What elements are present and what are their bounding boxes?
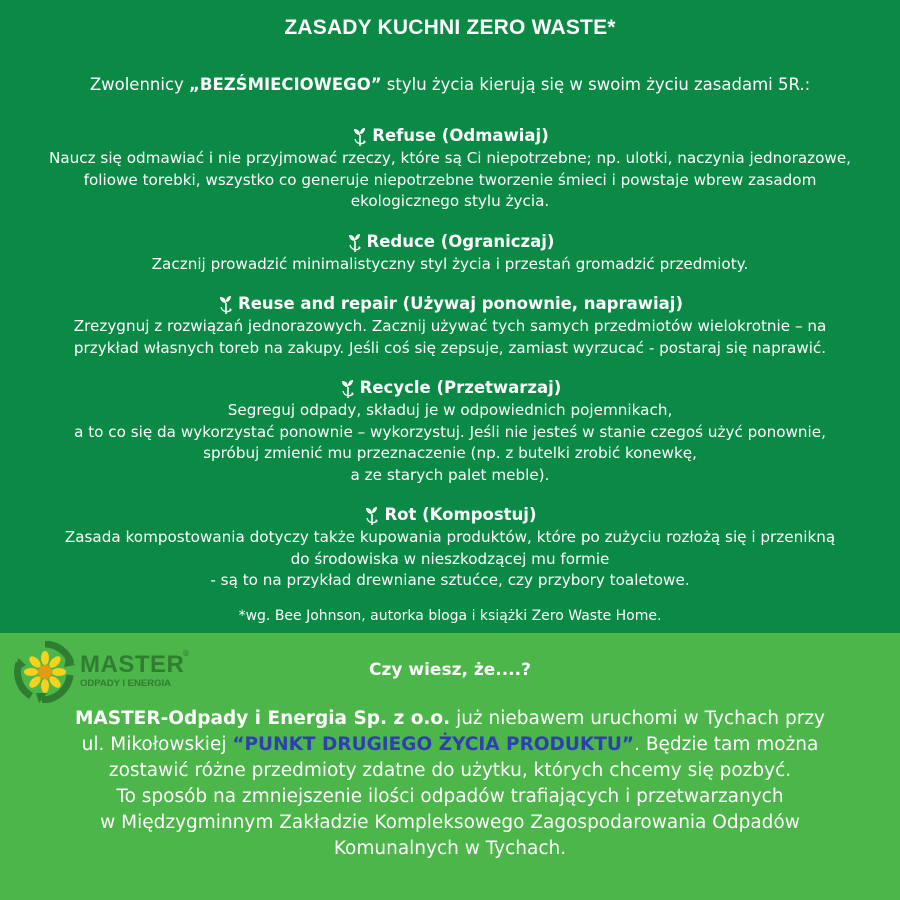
info-part: ul. Mikołowskiej [81, 734, 233, 755]
rule-description [10, 316, 890, 359]
sprout-recycle-icon [339, 377, 357, 399]
rule-heading [10, 376, 890, 400]
rule-description [10, 254, 890, 276]
logo-name: MASTER [80, 651, 185, 678]
rule-heading-text: Recycle (Przetwarzaj) [359, 378, 562, 397]
rule-description [10, 527, 890, 592]
sprout-recycle-icon [351, 125, 369, 147]
rule-reuse [10, 292, 890, 359]
rule-heading-text: Refuse (Odmawiaj) [372, 126, 549, 145]
rule-line: foliowe torebki, wszystko co generuje niepotrzebne tworzenie śmieci i powstaje wbrew zasadom [83, 170, 817, 189]
info-part: już niebawem uruchomi w Tychach przy [450, 708, 825, 729]
intro-bold: „BEZŚMIECIOWEGO” [189, 75, 382, 94]
rule-heading [10, 124, 890, 148]
rule-line: Zasada kompostowania dotyczy także kupowania produktów, które po zużyciu rozłożą się i przenikną [64, 528, 836, 546]
intro-text [0, 75, 900, 94]
rule-rot [10, 503, 890, 592]
did-you-know-heading: Czy wiesz, że....? [369, 660, 531, 680]
rule-heading [10, 230, 890, 254]
rule-description [10, 148, 890, 213]
info-line: To sposób na zmniejszenie ilości odpadów trafiających i przetwarzanych [116, 786, 784, 807]
rule-line: Segreguj odpady, składuj je w odpowiednich pojemnikach, [227, 401, 673, 419]
info-line [20, 732, 880, 758]
rule-line: Naucz się odmawiać i nie przyjmować rzeczy, które są Ci niepotrzebne; np. ulotki, naczynia jednorazowe, [48, 149, 851, 167]
rule-line: przykład własnych toreb na zakupy. Jeśli coś się zepsuje, zamiast wyrzucać - postaraj się naprawić. [73, 338, 827, 357]
page-title: ZASADY KUCHNI ZERO WASTE* [284, 16, 616, 39]
rule-refuse [10, 124, 890, 213]
rule-line: Zacznij prowadzić minimalistyczny styl życia i przestań gromadzić przedmioty. [151, 255, 749, 273]
registered-mark: ® [182, 649, 190, 658]
rule-heading [10, 503, 890, 527]
intro-before: Zwolennicy [89, 75, 190, 94]
info-line: Komunalnych w Tychach. [333, 838, 567, 859]
rule-heading-text: Rot (Kompostuj) [384, 505, 537, 524]
rule-line: - są to na przykład drewniane sztućce, czy przybory toaletowe. [210, 571, 690, 589]
intro-after: stylu życia kierują się w swoim życiu zasadami 5R.: [381, 75, 811, 94]
sprout-recycle-icon [217, 293, 235, 315]
info-line: w Międzygminnym Zakładzie Kompleksowego Zagospodarowania Odpadów [100, 812, 800, 833]
sprout-recycle-icon [346, 231, 364, 253]
rule-reduce [10, 230, 890, 276]
rule-heading [10, 292, 890, 316]
info-part: . Będzie tam można [634, 734, 819, 755]
rule-description [10, 400, 890, 486]
rule-heading-text: Reuse and repair (Używaj ponownie, naprawiaj) [238, 294, 683, 313]
rule-line: a ze starych palet meble). [350, 465, 550, 484]
sprout-recycle-icon [363, 504, 381, 526]
rule-heading-text: Reduce (Ograniczaj) [366, 232, 555, 251]
logo-subtitle: ODPADY I ENERGIA [80, 678, 171, 689]
company-name: MASTER-Odpady i Energia Sp. z o.o. [75, 708, 451, 729]
info-line [20, 706, 880, 732]
product-point-name: “PUNKT DRUGIEGO ŻYCIA PRODUKTU” [232, 734, 635, 755]
footnote: *wg. Bee Johnson, autorka bloga i książki Zero Waste Home. [238, 608, 662, 624]
rule-recycle [10, 376, 890, 486]
info-panel [0, 633, 900, 900]
rule-line: spróbuj zmienić mu przeznaczenie (np. z butelki zrobić konewkę, [203, 444, 697, 462]
info-line: zostawić różne przedmioty zdatne do użytku, których chcemy się pozbyć. [108, 760, 792, 781]
rule-line: Zrezygnuj z rozwiązań jednorazowych. Zacznij używać tych samych przedmiotów wielokrotnie – na [73, 317, 827, 335]
info-text [20, 706, 880, 862]
rule-line: ekologicznego stylu życia. [350, 192, 550, 210]
rule-line: a to co się da wykorzystać ponownie – wykorzystuj. Jeśli nie jesteś w stanie czegoś użyć ponownie, [74, 422, 826, 441]
rule-line: do środowiska w nieszkodzącej mu formie [290, 549, 610, 568]
